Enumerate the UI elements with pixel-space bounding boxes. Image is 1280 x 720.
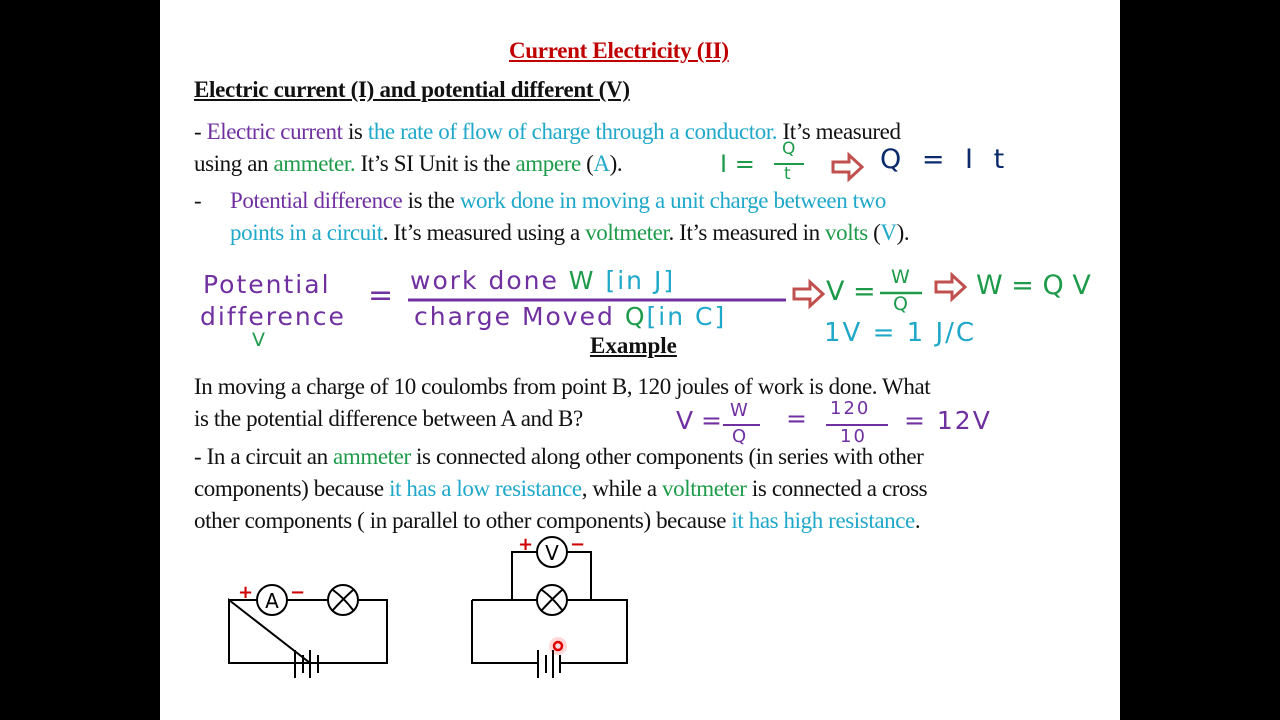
definition-current: the rate of flow of charge through a conductor. xyxy=(367,119,778,144)
paragraph-meters-line2 xyxy=(194,474,927,504)
calc-eq: = xyxy=(786,404,807,433)
example-text-line1: In moving a charge of 10 coulombs from point B, 120 joules of work is done. What xyxy=(194,374,931,399)
ammeter-label: A xyxy=(265,589,279,613)
instrument-ammeter-2: ammeter xyxy=(333,444,411,469)
unit-symbol-v: V xyxy=(880,220,897,245)
text: using an xyxy=(194,151,274,176)
text: is connected a cross xyxy=(746,476,928,501)
formula-v-lhs: V = xyxy=(826,276,876,307)
high-resistance-text: it has high resistance xyxy=(731,508,915,533)
term-potential-difference: Potential difference xyxy=(230,188,403,213)
voltmeter-label: V xyxy=(545,541,559,565)
definition-pd-cont: points in a circuit xyxy=(230,220,383,245)
text: ). xyxy=(896,220,910,245)
denominator-unit: [in C] xyxy=(646,302,727,331)
minus-sign: − xyxy=(570,534,586,555)
formula-v-num: W xyxy=(891,266,910,288)
equals-sign: = xyxy=(368,278,394,313)
text: is connected along other components (in series with other xyxy=(410,444,924,469)
definition-pd: work done in moving a unit charge between two xyxy=(459,188,886,213)
instrument-ammeter: ammeter. xyxy=(273,151,356,176)
denominator-symbol: Q xyxy=(624,302,647,331)
bullet-dash: - xyxy=(194,119,207,144)
numerator-symbol: W xyxy=(568,266,596,295)
bullet-dash-2: - xyxy=(194,188,202,213)
formula-charge: Q = I t xyxy=(880,144,1011,175)
pd-word-potential: Potential xyxy=(203,270,331,299)
text: other components ( in parallel to other components) because xyxy=(194,508,732,533)
text: It’s measured xyxy=(777,119,901,144)
pd-symbol: V xyxy=(252,329,265,351)
formula-lhs: I = xyxy=(720,150,755,178)
formula-current-den: t xyxy=(784,164,791,184)
pd-denominator xyxy=(414,302,726,331)
numerator-unit: [in J] xyxy=(605,266,676,295)
drawings-layer xyxy=(160,0,1120,720)
text: ( xyxy=(580,151,594,176)
instrument-voltmeter-2: voltmeter xyxy=(662,476,747,501)
formula-current-num: Q xyxy=(782,139,796,159)
text: is the xyxy=(402,188,460,213)
unit-definition: 1V = 1 J/C xyxy=(824,318,977,348)
denominator-text: charge Moved xyxy=(414,302,615,331)
calc-f1-den: Q xyxy=(732,426,747,447)
text: ( xyxy=(867,220,881,245)
calc-f1-num: W xyxy=(730,400,748,421)
calc-f2-den: 10 xyxy=(840,426,867,447)
text: ). xyxy=(609,151,623,176)
section-heading: Electric current (I) and potential different (V) xyxy=(194,77,630,102)
minus-sign: − xyxy=(290,582,306,603)
text: is xyxy=(342,119,368,144)
text: . xyxy=(914,508,921,533)
example-heading: Example xyxy=(590,333,677,358)
text: . It’s measured in xyxy=(668,220,826,245)
unit-symbol-a: A xyxy=(593,151,610,176)
paragraph-meters-line1 xyxy=(194,442,923,472)
unit-volts: volts xyxy=(825,220,868,245)
formula-w: W = Q V xyxy=(976,270,1091,301)
pd-numerator xyxy=(410,266,675,295)
slide-title: Current Electricity (II) xyxy=(509,38,729,63)
paragraph-meters-line3 xyxy=(194,506,920,536)
calc-f2-num: 120 xyxy=(830,398,871,419)
instrument-voltmeter: voltmeter xyxy=(585,220,669,245)
text: , while a xyxy=(581,476,663,501)
pd-word-difference: difference xyxy=(200,302,346,331)
arrow-right-icon xyxy=(794,155,965,306)
slide xyxy=(160,0,1120,720)
low-resistance-text: it has a low resistance xyxy=(389,476,582,501)
text: It’s SI Unit is the xyxy=(355,151,516,176)
cursor-highlight xyxy=(549,637,567,655)
plus-sign: + xyxy=(518,534,534,555)
text: . It’s measured using a xyxy=(382,220,586,245)
plus-sign: + xyxy=(238,582,254,603)
text: components) because xyxy=(194,476,390,501)
term-electric-current: Electric current xyxy=(206,119,343,144)
calc-result: = 12V xyxy=(904,406,992,435)
numerator-text: work done xyxy=(410,266,559,295)
unit-ampere: ampere xyxy=(515,151,581,176)
text: - In a circuit an xyxy=(194,444,334,469)
calc-lhs: V = xyxy=(676,406,722,435)
formula-v-den: Q xyxy=(893,293,908,315)
example-text-line2: is the potential difference between A and B? xyxy=(194,406,583,431)
